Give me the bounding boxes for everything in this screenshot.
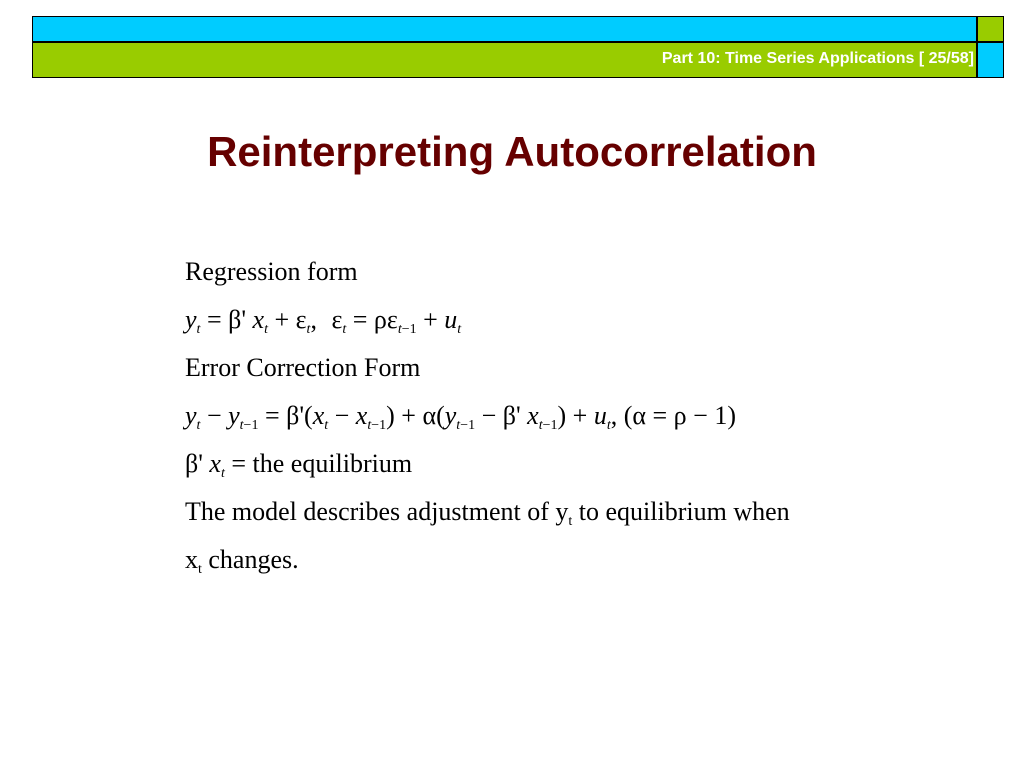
regression-equation: $y_t = \beta'$ $x_t + \varepsilon_t$, $\varepsilon_t = \rho\varepsilon_{t-1} + u_t$ — [185, 305, 462, 337]
regression-form-label: Regression form — [185, 257, 358, 286]
slide-breadcrumb: Part 10: Time Series Applications [ 25/58] — [661, 50, 974, 67]
model-text-3: x — [185, 545, 198, 574]
model-description-line-1 — [185, 488, 985, 536]
equilibrium-line — [185, 440, 985, 488]
equilibrium-text: the equilibrium — [252, 449, 413, 478]
model-text-2: to equilibrium when — [578, 497, 790, 526]
header-corner-top — [977, 16, 1004, 42]
model-text-4: changes. — [208, 545, 299, 574]
error-correction-label: Error Correction Form — [185, 353, 421, 382]
header-corner-bottom — [977, 42, 1004, 78]
error-correction-equation: $y_t - y_{t-1} = \beta'(x_t - x_{t-1}) + \alpha(y_{t-1} - \beta'$ $x_{t-1}) + u_t$, (α = ρ − 1) — [185, 401, 736, 433]
model-text-1: The model describes adjustment of y — [185, 497, 569, 526]
header-band-top — [32, 16, 977, 42]
model-sub-1: t — [568, 514, 573, 529]
model-sub-3: t — [198, 562, 202, 577]
model-description-line-2 — [185, 536, 985, 584]
equilibrium-expression: β' $x_t$ = — [185, 449, 253, 481]
slide-title: Reinterpreting Autocorrelation — [207, 128, 817, 175]
slide-body — [185, 248, 985, 584]
